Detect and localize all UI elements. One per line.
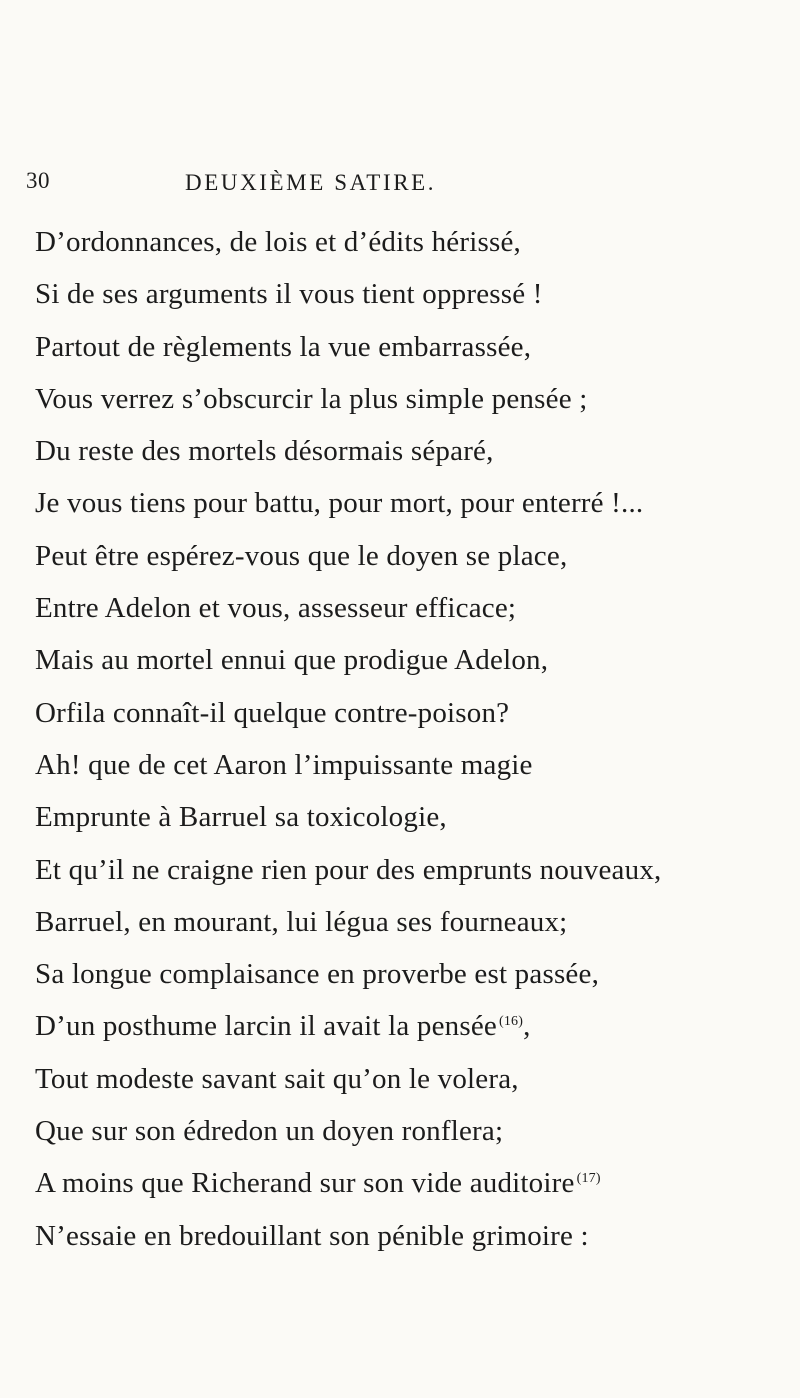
verse-text: Barruel, en mourant, lui légua ses fourneaux; [35,905,568,938]
verse-line [35,373,795,425]
verse-text: Emprunte à Barruel sa toxicologie, [35,801,447,834]
verse-line [35,1210,795,1262]
verse-text: Sa longue complaisance en proverbe est passée, [35,958,600,991]
verse-block [35,216,795,1262]
footnote-marker: (17) [576,1170,601,1186]
verse-line [35,948,795,1000]
verse-text: Et qu’il ne craigne rien pour des emprunts nouveaux, [35,853,662,886]
verse-text: Que sur son édredon un doyen ronflera; [35,1115,504,1148]
verse-text: Peut être espérez-vous que le doyen se place, [35,539,568,572]
verse-line [35,1053,795,1105]
verse-text: Mais au mortel ennui que prodigue Adelon, [35,644,549,677]
verse-line [35,1000,795,1052]
verse-text: Du reste des mortels désormais séparé, [35,435,494,468]
verse-line [35,1157,795,1209]
verse-text: Je vous tiens pour battu, pour mort, pour enterré !... [35,487,644,520]
verse-text: D’un posthume larcin il avait la pensée [35,1010,497,1043]
verse-line [35,477,795,529]
verse-line [35,268,795,320]
verse-line [35,791,795,843]
verse-line [35,582,795,634]
verse-line [35,425,795,477]
verse-text: Partout de règlements la vue embarrassée, [35,330,532,363]
verse-text: Ah! que de cet Aaron l’impuissante magie [35,748,533,781]
verse-line [35,1105,795,1157]
verse-line [35,687,795,739]
verse-punctuation: , [523,1010,531,1043]
verse-text: Vous verrez s’obscurcir la plus simple pensée ; [35,382,588,415]
verse-text: D’ordonnances, de lois et d’édits hérissé, [35,226,521,258]
verse-line [35,321,795,373]
verse-text: Entre Adelon et vous, assesseur efficace; [35,592,517,625]
verse-text: Tout modeste savant sait qu’on le volera, [35,1062,519,1095]
verse-line [35,530,795,582]
verse-text: N’essaie en bredouillant son pénible grimoire : [35,1219,589,1252]
verse-text: A moins que Richerand sur son vide auditoire [35,1167,575,1200]
footnote-marker: (16) [499,1013,524,1029]
verse-text: Orfila connaît-il quelque contre-poison? [35,696,510,729]
page-number: 30 [26,168,50,193]
verse-line [35,739,795,791]
running-title: DEUXIÈME SATIRE. [185,170,437,195]
verse-line [35,216,795,268]
verse-line [35,634,795,686]
verse-text: Si de ses arguments il vous tient oppressé ! [35,278,543,311]
verse-line [35,896,795,948]
verse-line [35,844,795,896]
